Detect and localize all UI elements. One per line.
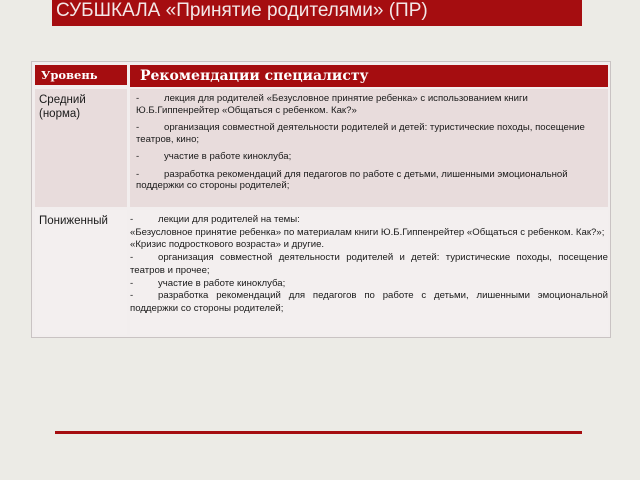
row-lowered-level: Пониженный: [35, 210, 127, 335]
recommendation-line: - разработка рекомендаций для педагогов по работе с детьми, лишенными эмоциональной поддержки со стороны родителей;: [130, 290, 608, 314]
row-average-level: Средний (норма): [35, 89, 127, 207]
recommendation-line: - участие в работе киноклуба;: [130, 277, 286, 289]
row-lowered-recommendations: [130, 210, 608, 335]
recommendation-line: - организация совместной деятельности родителей и детей: туристические походы, посещение театров и прочее;: [130, 252, 608, 276]
recommendation-item: - организация совместной деятельности родителей и детей: туристические походы, посещение театров, кино;: [136, 122, 585, 145]
recommendation-line: - лекции для родителей на темы:: [130, 214, 300, 225]
recommendations-table: [31, 61, 611, 338]
footer-divider: [55, 431, 582, 434]
recommendation-line: «Безусловное принятие ребенка» по материалам книги Ю.Б.Гиппенрейтер «Общаться с ребенком. Как?»;: [130, 226, 605, 238]
row-average-recommendations: [130, 89, 608, 207]
recommendation-line: «Кризис подросткового возраста» и другие.: [130, 239, 325, 251]
recommendation-item: - разработка рекомендаций для педагогов по работе с детьми, лишенными эмоциональной поддержки со стороны родителей;: [136, 168, 568, 191]
header-recommendations: Рекомендации специалисту: [130, 65, 608, 87]
header-level: Уровень: [35, 65, 127, 85]
slide-title: СУБШКАЛА «Принятие родителями» (ПР): [52, 0, 582, 26]
recommendation-item: - лекция для родителей «Безусловное принятие ребенка» с использованием книги Ю.Б.Гиппенрейтер «Общаться с ребенком. Как?»: [136, 93, 528, 116]
recommendation-item: - участие в работе киноклуба;: [136, 151, 292, 162]
